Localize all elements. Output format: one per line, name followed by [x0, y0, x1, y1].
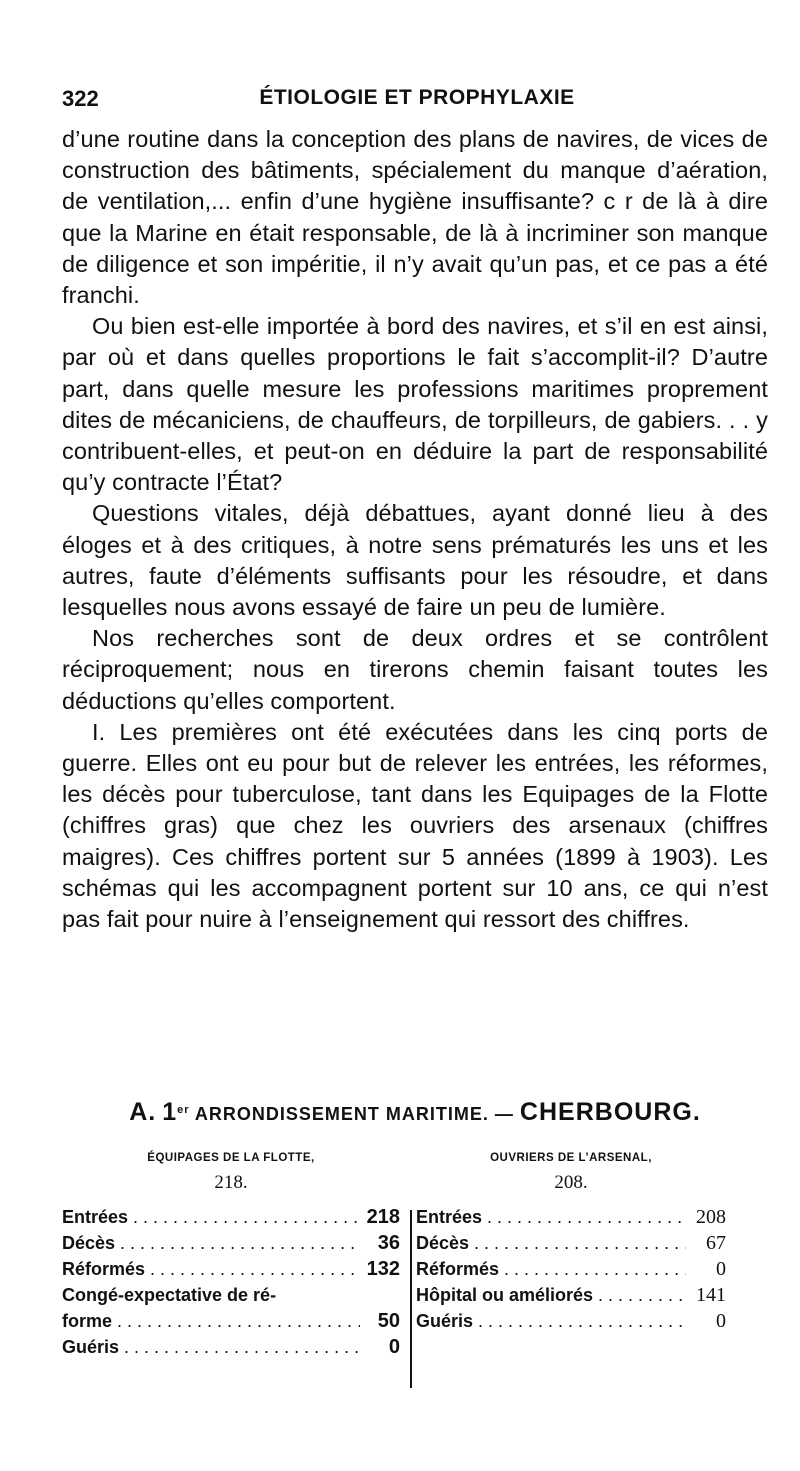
arsenal-table	[416, 1152, 726, 1334]
page-header	[62, 86, 772, 120]
row-label: Réformés . . .	[416, 1256, 686, 1282]
row-label: forme . . .	[62, 1308, 360, 1334]
row-label: Décès . . .	[416, 1230, 686, 1256]
page-number: 322	[62, 86, 99, 111]
paragraph: d’une routine dans la conception des plans de navires, de vices de construction des bâtiments, spécialement du manque d’aération, de ventilation,... enfin d’une hygiène insuffisante? c r de là à dire que la Marine en était responsable, de là à incriminer son manque de diligence et son impéritie, il n’y avait qu’un pas, et ce pas a été franchi.	[62, 126, 768, 309]
row-value: 0	[716, 1310, 726, 1332]
fleet-table-heading: ÉQUIPAGES DE LA FLOTTE,	[147, 1152, 315, 1164]
row-value: 0	[716, 1258, 726, 1280]
section-letter: A.	[129, 1098, 157, 1126]
table-row	[62, 1308, 400, 1334]
running-title: ÉTIOLOGIE ET PROPHYLAXIE	[259, 86, 575, 109]
row-value: 67	[706, 1232, 726, 1254]
section-title	[62, 1098, 768, 1127]
arsenal-table-count: 208.	[554, 1172, 588, 1193]
paragraph: I. Les premières ont été exécutées dans les cinq ports de guerre. Elles ont eu pour but de relever les entrées, les réformes, les décès pour tuberculose, tant dans les Equipages de la Flotte (chiffres gras) que chez les ouvriers des arsenaux (chiffres maigres). Ces chiffres portent sur 5 années (1899 à 1903). Les schémas qui les accompagnent portent sur 10 ans, ce qui n’est pas fait pour nuire à l’enseignement qui ressort des chiffres.	[62, 718, 768, 933]
row-label: Décès . . .	[62, 1230, 360, 1256]
table-row	[62, 1230, 400, 1256]
table-row	[416, 1282, 726, 1308]
paragraph: Nos recherches sont de deux ordres et se contrôlent réciproquement; nous en tirerons chemin faisant toutes les déductions qu’elles comportent.	[62, 625, 768, 714]
row-value: 36	[377, 1232, 400, 1254]
row-label: Réformés . . .	[62, 1256, 360, 1282]
row-value: 141	[696, 1284, 726, 1306]
section-dash: —	[494, 1104, 514, 1124]
section-district: ARRONDISSEMENT MARITIME.	[194, 1104, 489, 1124]
table-row	[416, 1230, 726, 1256]
table-row	[416, 1204, 726, 1230]
row-label: Entrées . . .	[62, 1204, 360, 1230]
fleet-table-count: 218.	[214, 1172, 248, 1193]
row-label: Guéris . . .	[62, 1334, 360, 1360]
paragraph: Questions vitales, déjà débattues, ayant donné lieu à des éloges et à des critiques, à notre sens prématurés les uns et les autres, faute d’éléments suffisants pour les résoudre, et dans lesquelles nous avons essayé de faire un peu de lumière.	[62, 500, 768, 621]
section-ordinal-suffix: er	[177, 1104, 190, 1116]
section-ordinal: 1	[162, 1098, 178, 1126]
fleet-table	[62, 1152, 400, 1360]
row-value: 0	[388, 1336, 400, 1358]
row-label: Congé-expectative de ré-	[62, 1285, 277, 1305]
row-value: 208	[696, 1206, 726, 1228]
table-row	[416, 1308, 726, 1334]
table-row	[62, 1334, 400, 1360]
row-label: Entrées . . .	[416, 1204, 686, 1230]
section-place: CHERBOURG.	[519, 1098, 701, 1126]
table-row	[62, 1282, 400, 1308]
table-row	[62, 1204, 400, 1230]
arsenal-table-heading: OUVRIERS DE L’ARSENAL,	[490, 1152, 652, 1164]
paragraph: Ou bien est-elle importée à bord des navires, et s’il en est ainsi, par où et dans quelles proportions le fait s’accomplit-il? D’autre part, dans quelle mesure les professions maritimes proprement dites de mécaniciens, de chauffeurs, de torpilleurs, de gabiers. . . y contribuent-elles, et peut-on en déduire la part de responsabilité qu’y contracte l’État?	[62, 313, 768, 496]
row-value: 50	[377, 1310, 400, 1332]
row-value: 132	[366, 1258, 400, 1280]
body-text	[62, 124, 768, 935]
row-value: 218	[366, 1206, 400, 1228]
row-label: Guéris . . .	[416, 1308, 686, 1334]
column-divider	[410, 1210, 412, 1388]
table-row	[62, 1256, 400, 1282]
table-row	[416, 1256, 726, 1282]
row-label: Hôpital ou améliorés . . .	[416, 1282, 686, 1308]
